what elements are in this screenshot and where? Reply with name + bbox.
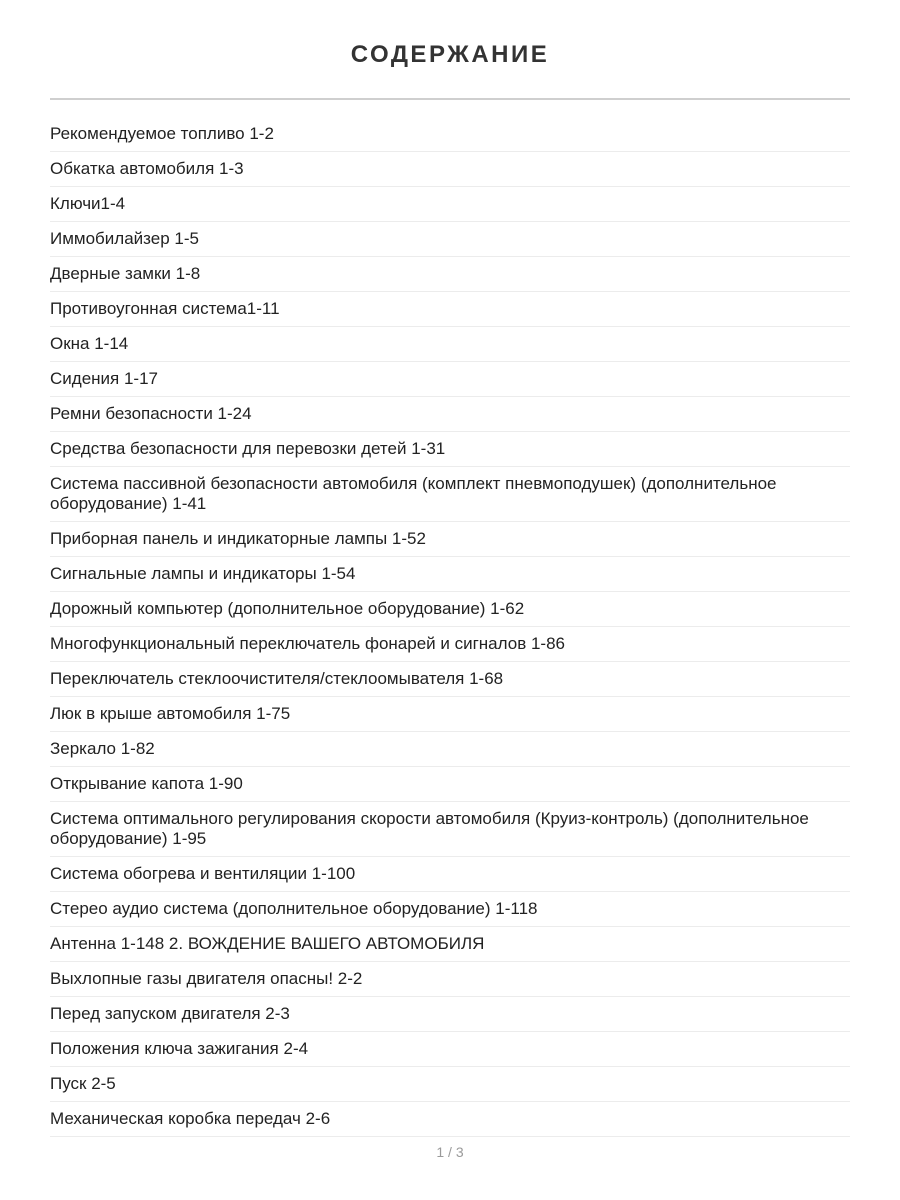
toc-item[interactable]: Антенна 1-148 2. ВОЖДЕНИЕ ВАШЕГО АВТОМОБИЛЯ: [50, 927, 850, 962]
toc-item[interactable]: Сидения 1-17: [50, 362, 850, 397]
toc-item[interactable]: Окна 1-14: [50, 327, 850, 362]
toc-item[interactable]: Механическая коробка передач 2-6: [50, 1102, 850, 1137]
toc-item[interactable]: Открывание капота 1-90: [50, 767, 850, 802]
toc-item[interactable]: Стерео аудио система (дополнительное оборудование) 1-118: [50, 892, 850, 927]
toc-item[interactable]: Люк в крыше автомобиля 1-75: [50, 697, 850, 732]
title-divider: [50, 98, 850, 100]
toc-item[interactable]: Зеркало 1-82: [50, 732, 850, 767]
toc-item[interactable]: Многофункциональный переключатель фонарей и сигналов 1-86: [50, 627, 850, 662]
toc-item[interactable]: Приборная панель и индикаторные лампы 1-52: [50, 522, 850, 557]
page-indicator: 1 / 3: [436, 1144, 464, 1160]
toc-item[interactable]: Ключи1-4: [50, 187, 850, 222]
table-of-contents: [50, 118, 850, 1137]
toc-item[interactable]: Система обогрева и вентиляции 1-100: [50, 857, 850, 892]
document-page: [50, 0, 850, 1137]
toc-item[interactable]: Противоугонная система1-11: [50, 292, 850, 327]
toc-item[interactable]: Дверные замки 1-8: [50, 257, 850, 292]
toc-item[interactable]: Положения ключа зажигания 2-4: [50, 1032, 850, 1067]
toc-item[interactable]: Рекомендуемое топливо 1-2: [50, 118, 850, 152]
toc-item[interactable]: Иммобилайзер 1-5: [50, 222, 850, 257]
toc-item[interactable]: Переключатель стеклоочистителя/стеклоомывателя 1-68: [50, 662, 850, 697]
toc-item[interactable]: Средства безопасности для перевозки детей 1-31: [50, 432, 850, 467]
toc-item[interactable]: Ремни безопасности 1-24: [50, 397, 850, 432]
toc-item[interactable]: Система пассивной безопасности автомобиля (комплект пневмоподушек) (дополнительное оборудование) 1-41: [50, 467, 850, 522]
toc-item[interactable]: Сигнальные лампы и индикаторы 1-54: [50, 557, 850, 592]
toc-item[interactable]: Система оптимального регулирования скорости автомобиля (Круиз-контроль) (дополнительное оборудование) 1-95: [50, 802, 850, 857]
page-title: СОДЕРЖАНИЕ: [350, 41, 550, 68]
toc-item[interactable]: Обкатка автомобиля 1-3: [50, 152, 850, 187]
toc-item[interactable]: Дорожный компьютер (дополнительное оборудование) 1-62: [50, 592, 850, 627]
toc-item[interactable]: Выхлопные газы двигателя опасны! 2-2: [50, 962, 850, 997]
toc-item[interactable]: Перед запуском двигателя 2-3: [50, 997, 850, 1032]
toc-item[interactable]: Пуск 2-5: [50, 1067, 850, 1102]
